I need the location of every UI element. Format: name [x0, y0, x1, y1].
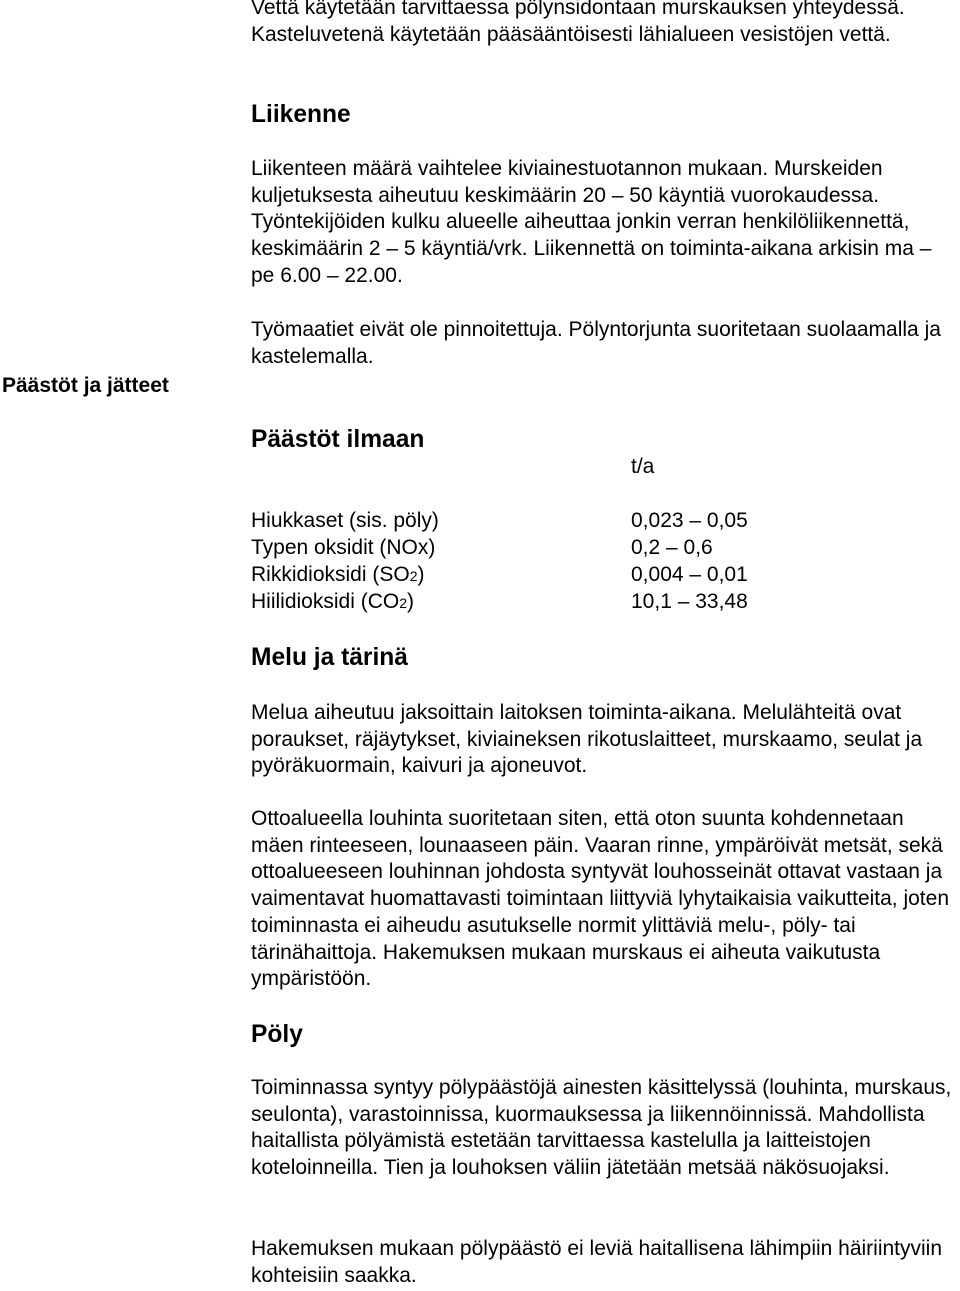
paragraph-dust-conclusion: Hakemuksen mukaan pölypäästö ei leviä haitallisena lähimpiin häiriintyviin kohteisiin saakka.: [251, 1237, 943, 1287]
emission-name: Typen oksidit (NOx): [251, 536, 436, 559]
emission-name: Hiukkaset (sis. pöly): [251, 509, 439, 532]
paragraph-water: Vettä käytetään tarvittaessa pölynsidontaan murskauksen yhteydessä. Kasteluvetenä käytetään pääsääntöisesti lähialueen vesistöjen vettä.: [251, 0, 905, 46]
paragraph-noise-mitigation: Ottoalueella louhinta suoritetaan siten, että oton suunta kohdennetaan mäen rinteeseen, lounaaseen päin. Vaaran rinne, ympäröivät metsät, sekä ottoalueeseen louhinnan johdosta syntyvät louhosseinät ottavat vastaan ja vaimentavat huomattavasti toimintaan liittyviä lyhytaikaisia vaikutteita, joten toiminnasta ei aiheudu asutukselle normit ylittäviä melu-, pöly- tai tärinähaittoja. Hakemuksen mukaan murskaus ei aiheuta vaikutusta ympäristöön.: [251, 807, 950, 991]
side-label-emissions: Päästöt ja jätteet: [2, 374, 169, 397]
heading-traffic: Liikenne: [251, 101, 351, 128]
paragraph-dust-sources: Toiminnassa syntyy pölypäästöjä ainesten käsittelyssä (louhinta, murskaus, seulonta), varastoinnissa, kuormauksessa ja liikennöinnissä. Mahdollista haitallista pölyämistä estetään tarvittaessa kastelulla ja laitteistojen koteloinneilla. Tien ja louhoksen väliin jätetään metsää näkösuojaksi.: [251, 1076, 952, 1180]
heading-dust: Pöly: [251, 1021, 303, 1048]
paragraph-noise-sources: Melua aiheutuu jaksoittain laitoksen toiminta-aikana. Melulähteitä ovat poraukset, räjäytykset, kiviaineksen rikotuslaitteet, murskaamo, seulat ja pyöräkuormain, kaivuri ja ajoneuvot.: [251, 701, 923, 778]
paragraph-traffic: Liikenteen määrä vaihtelee kiviainestuotannon mukaan. Murskeiden kuljetuksesta aiheutuu keskimäärin 20 – 50 käyntiä vuorokaudessa. Työntekijöiden kulku alueelle aiheuttaa jonkin verran henkilöliikennettä, keskimäärin 2 – 5 käyntiä/vrk. Liikennettä on toiminta-aikana arkisin ma – pe 6.00 – 22.00.: [251, 157, 932, 287]
emission-row: [251, 563, 960, 590]
emission-row: [251, 590, 960, 617]
emission-value: 10,1 – 33,48: [631, 590, 748, 613]
emission-value: 0,023 – 0,05: [631, 509, 748, 532]
paragraph-roads: Työmaatiet eivät ole pinnoitettuja. Pölyntorjunta suoritetaan suolaamalla ja kastelemalla.: [251, 318, 941, 368]
emission-value: 0,2 – 0,6: [631, 536, 713, 559]
emission-name: Rikkidioksidi (SO2): [251, 563, 425, 586]
emission-value: 0,004 – 0,01: [631, 563, 748, 586]
heading-air-emissions: Päästöt ilmaan: [251, 426, 425, 453]
emission-row: [251, 536, 960, 563]
emission-name: Hiilidioksidi (CO2): [251, 590, 414, 613]
heading-noise: Melu ja tärinä: [251, 644, 408, 671]
emission-row: [251, 509, 960, 536]
emissions-unit-header: t/a: [631, 455, 655, 478]
